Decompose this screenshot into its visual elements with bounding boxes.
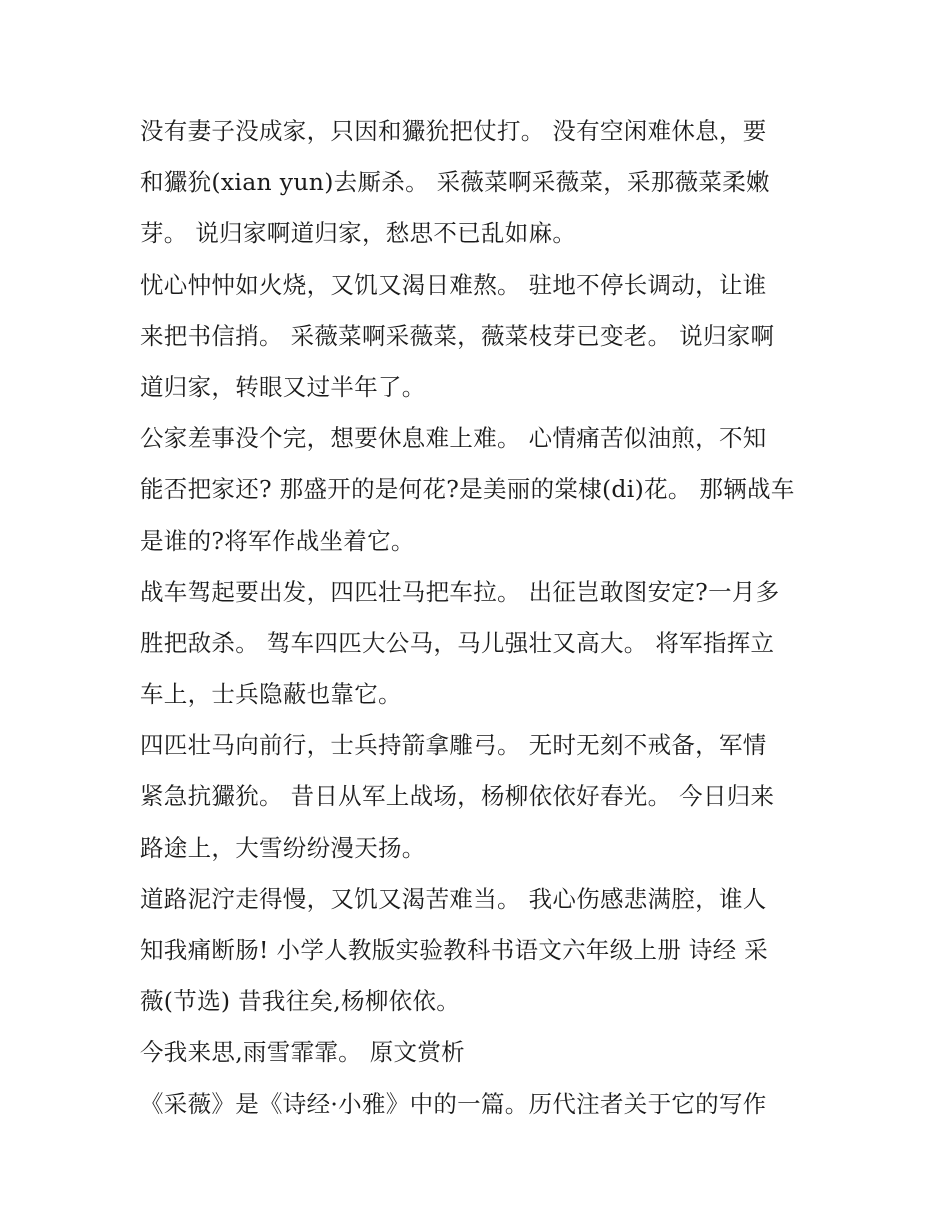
paragraph-1 [140, 106, 812, 260]
text-line: 公家差事没个完，想要休息难上难。 心情痛苦似油煎，不知 [140, 424, 767, 453]
text-line: 四匹壮马向前行，士兵持箭拿雕弓。 无时无刻不戒备，军情 [140, 731, 767, 760]
text-line: 《采薇》是《诗经·小雅》中的一篇。历代注者关于它的写作 [140, 1089, 767, 1118]
text-line: 道归家，转眼又过半年了。 [140, 372, 426, 401]
text-line: 车上，士兵隐蔽也靠它。 [140, 680, 402, 709]
text-line: 今我来思,雨雪霏霏。 原文赏析 [140, 1038, 465, 1067]
document-body [140, 106, 812, 1130]
text-line: 是谁的?将军作战坐着它。 [140, 526, 415, 555]
paragraph-4 [140, 567, 812, 721]
text-line: 紧急抗玁狁。 昔日从军上战场，杨柳依依好春光。 今日归来 [140, 782, 775, 811]
paragraph-5 [140, 720, 812, 874]
text-line: 路途上，大雪纷纷漫天扬。 [140, 833, 426, 862]
paragraph-6 [140, 874, 812, 1028]
paragraph-2 [140, 260, 812, 414]
text-line: 能否把家还? 那盛开的是何花?是美丽的棠棣(di)花。 那辆战车 [140, 475, 795, 504]
text-line: 没有妻子没成家，只因和玁狁把仗打。 没有空闲难休息，要 [140, 117, 767, 145]
text-line: 忧心忡忡如火烧，又饥又渴日难熬。 驻地不停长调动，让谁 [140, 270, 767, 299]
paragraph-7 [140, 1027, 812, 1078]
text-line: 战车驾起要出发，四匹壮马把车拉。 出征岂敢图安定?一月多 [140, 577, 780, 606]
text-line: 和玁狁(xian yun)去厮杀。 采薇菜啊采薇菜，采那薇菜柔嫩 [140, 168, 770, 197]
paragraph-3 [140, 413, 812, 567]
text-line: 来把书信捎。 采薇菜啊采薇菜，薇菜枝芽已变老。 说归家啊 [140, 321, 775, 350]
text-line: 芽。 说归家啊道归家，愁思不已乱如麻。 [140, 219, 577, 248]
text-line: 薇(节选) 昔我往矣,杨柳依依。 [140, 987, 461, 1016]
text-line: 道路泥泞走得慢，又饥又渴苦难当。 我心伤感悲满腔，谁人 [140, 884, 767, 913]
text-line: 胜把敌杀。 驾车四匹大公马，马儿强壮又高大。 将军指挥立 [140, 628, 775, 657]
paragraph-8 [140, 1079, 812, 1130]
text-line: 知我痛断肠! 小学人教版实验教科书语文六年级上册 诗经 采 [140, 936, 769, 964]
